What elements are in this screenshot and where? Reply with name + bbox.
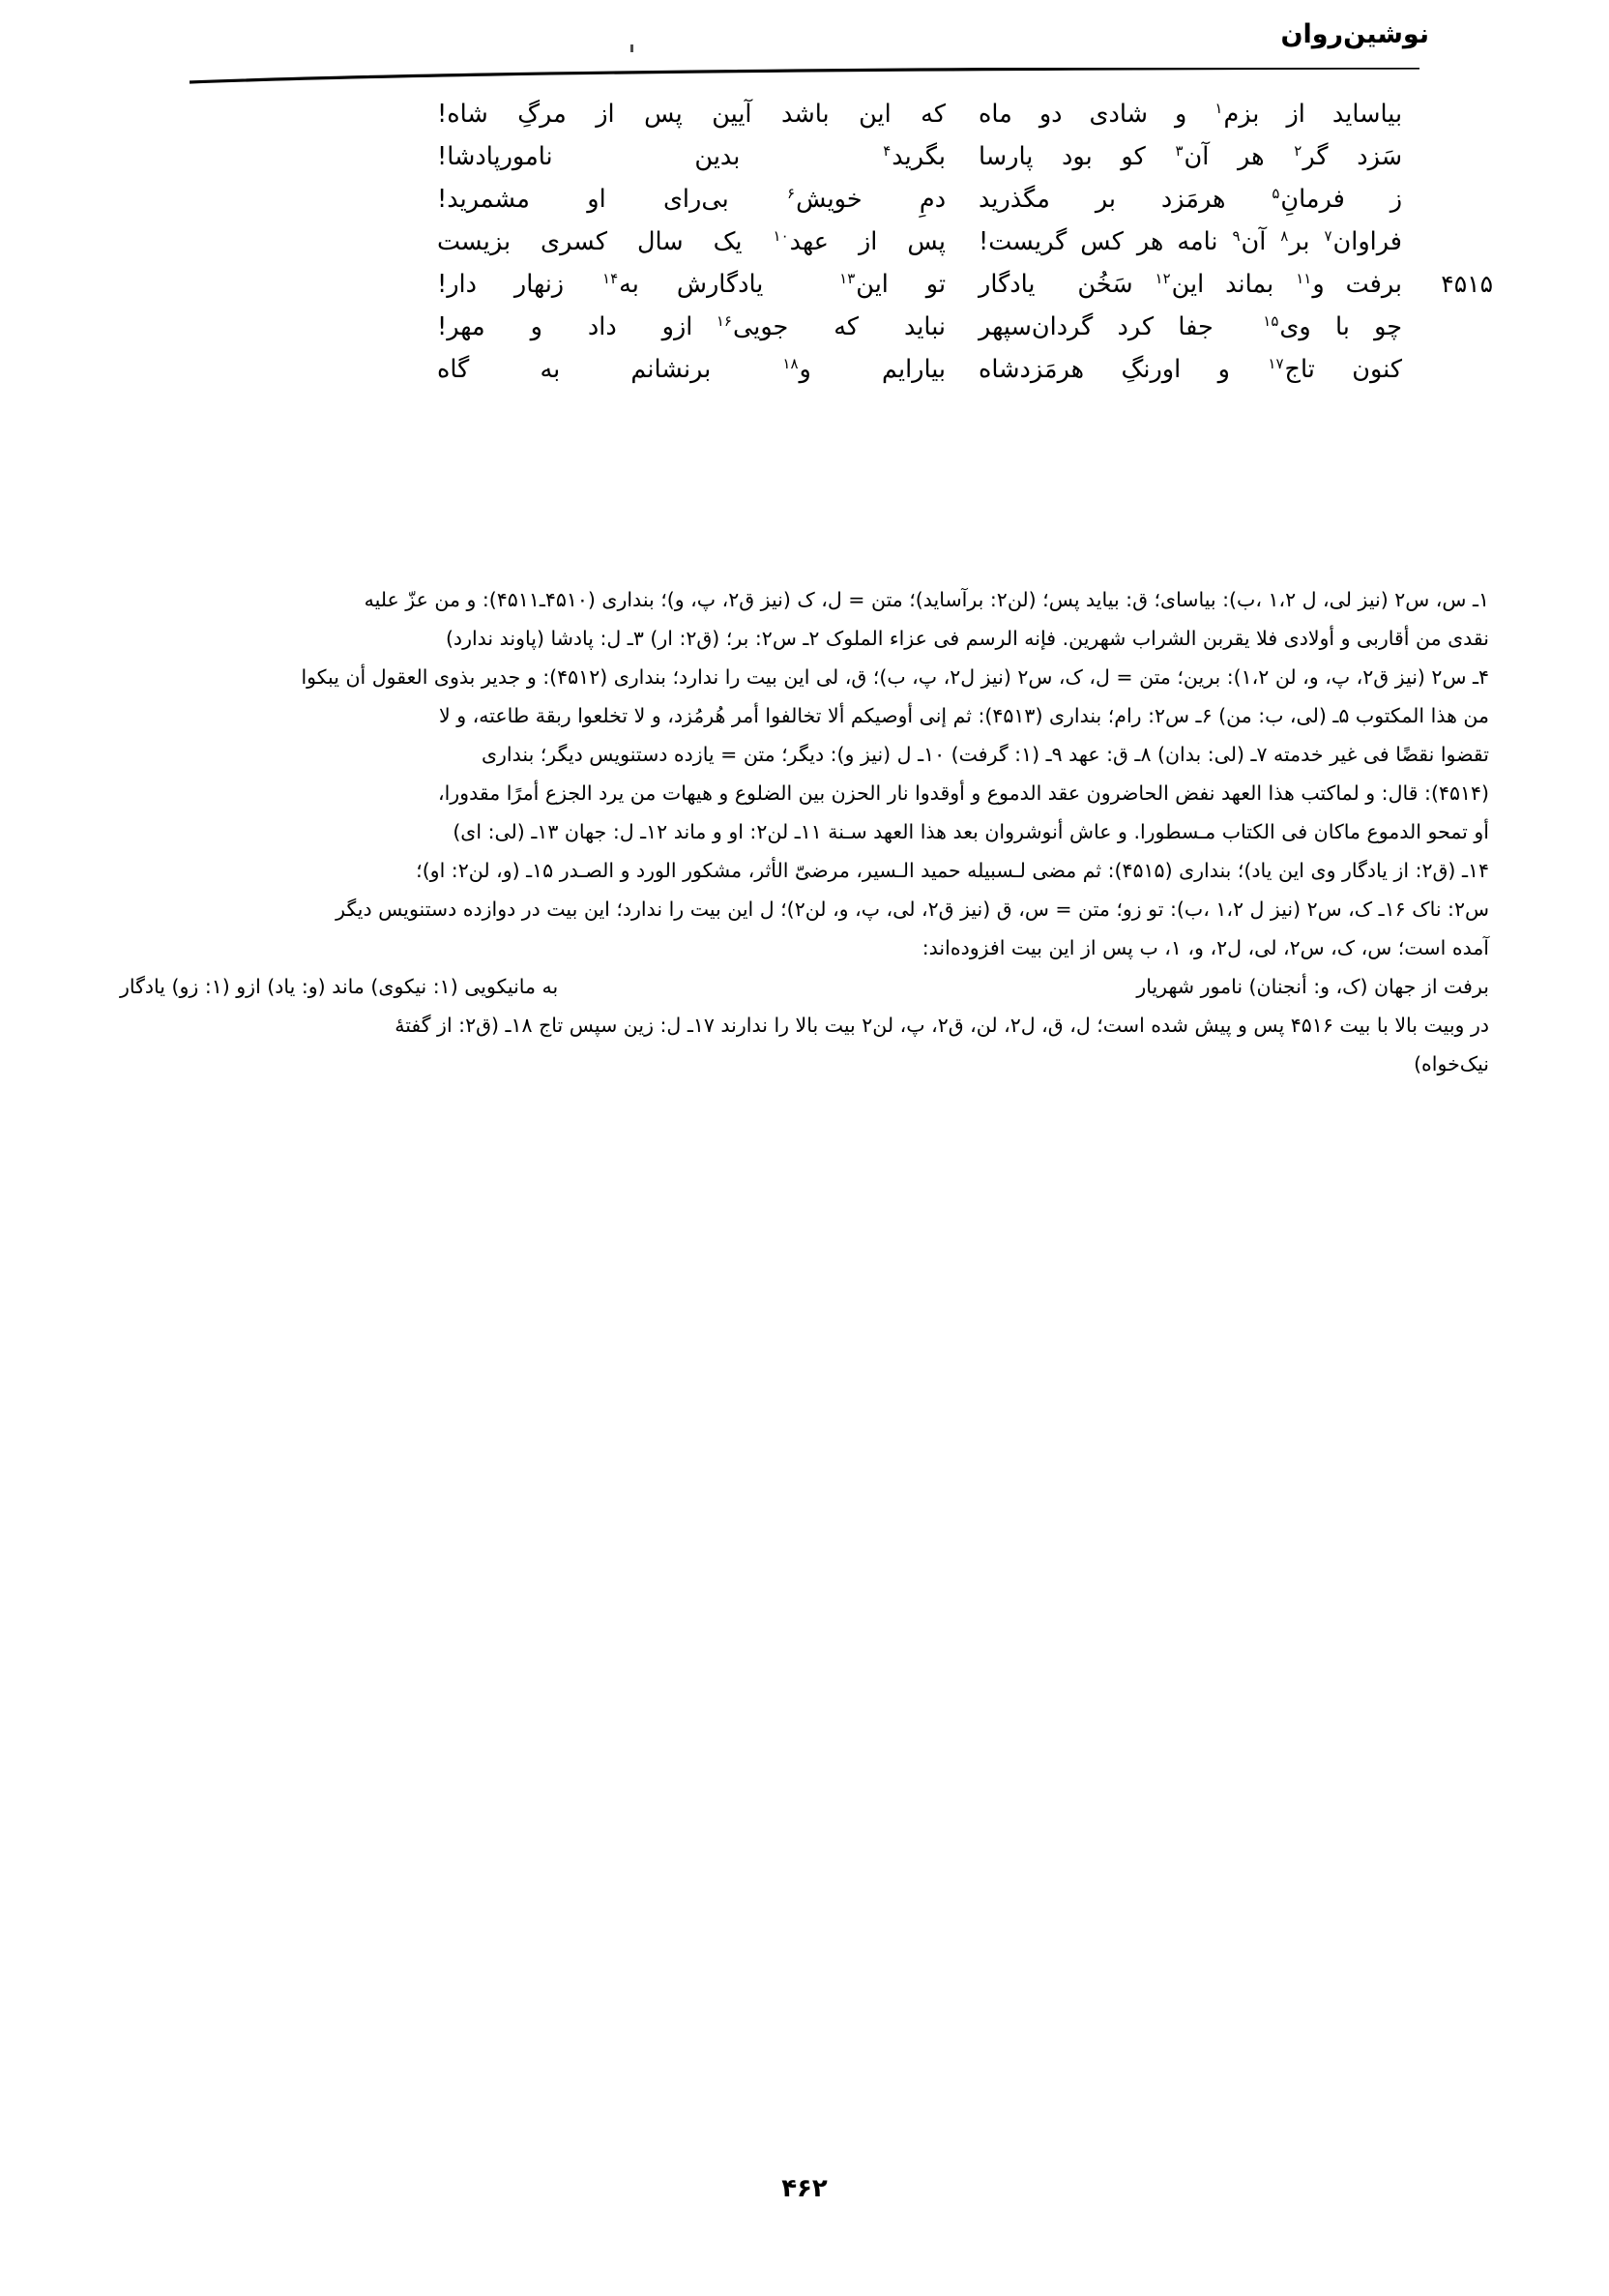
running-head: نوشین‌روان [1280, 19, 1429, 49]
page-number: ۴۶۲ [781, 2174, 828, 2203]
added-couplet-right: برفت از جهان (ک، و: أنجنان) نامور شهریار [1136, 975, 1489, 998]
footnote-marker: ۶ [787, 184, 796, 202]
apparatus-line: س۲: ناک ۱۶ـ ک، س۲ (نیز ل ۱،۲ ،ب): تو زو؛ متن = س، ق (نیز ق۲، لی، پ، و، لن۲)؛ ل این بیت را ندارد؛ این بیت در دوازده دستنویس دیگر [336, 898, 1489, 921]
apparatus-line: ۱ـ س، س۲ (نیز لی، ل ۱،۲ ،ب): بیاسای؛ ق: بیاید پس؛ (لن۲: برآساید)؛ متن = ل، ک (نیز ق۲، پ، و)؛ بنداری (۴۵۱۰ـ۴۵۱۱): و من عزّ علیه [364, 588, 1489, 611]
footnote-marker: ۴ [883, 141, 892, 160]
couplet-row [116, 178, 1493, 221]
hemistich-left-text: بیارایم و$^{۱۸}$ برنشانم به گاه [437, 354, 947, 384]
apparatus-line: تقضوا نقضًا فی غیر خدمته ۷ـ (لی: بدان) ۸ـ ق: عهد ۹ـ (۱: گرفت) ۱۰ـ ل (نیز و): دیگر؛ متن = یازده دستنویس دیگر؛ بنداری [481, 743, 1489, 766]
hemistich-right [979, 348, 1493, 391]
footnote-marker: ۳ [1175, 141, 1184, 160]
verse-number: ۴۵۱۵ [1441, 270, 1493, 298]
hemistich-left [437, 178, 979, 221]
hemistich-right-text: ز فرمانِ$^۵$ هرمَزد بر مگذرید [979, 184, 1403, 214]
apparatus-line: نقدی من أقاربی و أولادی فلا یقربن الشراب شهرین. فإنه الرسم فی عزاء الملوک ۲ـ س۲: بر؛ (ق۲: ار) ۳ـ ل: پادشا (پاوند ندارد) [445, 627, 1489, 650]
hemistich-right-text: برفت و$^{۱۱}$ بماند این$^{۱۲}$ سَخُن یادگار [979, 269, 1402, 299]
hemistich-right-text: سَزد گر$^۲$ هر آن$^۳$ کو بود پارسا [979, 141, 1403, 171]
critical-apparatus [120, 580, 1489, 1083]
hemistich-right [979, 178, 1493, 221]
hemistich-right [979, 221, 1493, 263]
hemistich-right [979, 135, 1493, 178]
hemistich-right-text: بیاساید از بزم$^۱$ و شادی دو ماه [979, 99, 1403, 129]
hemistich-right-text: کنون تاج$^{۱۷}$ و اورنگِ هرمَزدشاه [979, 354, 1403, 384]
apparatus-line: أو تمحو الدموع ماکان فی الکتاب مـسطورا. و عاش أنوشروان بعد هذا العهد سـنة ۱۱ـ لن۲: او و ماند ۱۲ـ ل: جهان ۱۳ـ (لی: ای) [453, 820, 1489, 843]
hemistich-left [437, 263, 979, 306]
apparatus-line: (۴۵۱۴): قال: و لماکتب هذا العهد نفض الحاضرون عقد الدموع و أوقدوا نار الحزن بین الضلوع و هیهات من یرد الجزع أمرًا مقدورا، [437, 781, 1489, 805]
hemistich-right-text: چو با وی$^{۱۵}$ جفا کرد گردان‌سپهر [979, 311, 1402, 341]
hemistich-left-text: نباید که جویی$^{۱۶}$ ازو داد و مهر! [437, 311, 946, 341]
couplet-row [116, 306, 1493, 348]
added-couplet-left: به مانیکویی (۱: نیکوی) ماند (و: یاد) ازو (۱: زو) یادگار [120, 975, 559, 998]
footnote-marker: ۱۵ [1263, 311, 1279, 330]
header-rule [190, 68, 1419, 85]
footnote-marker: ۱۱ [1296, 269, 1312, 287]
couplet-row [116, 263, 1493, 306]
hemistich-left [437, 93, 979, 135]
footnote-marker: ۸ [1280, 226, 1289, 245]
footnote-marker: ۱ [1214, 99, 1223, 117]
couplet-row [116, 93, 1493, 135]
hemistich-left-text: تو این$^{۱۳}$ یادگارش به$^{۱۴}$ زنهار دار! [437, 269, 947, 299]
footnote-marker: ۱۴ [602, 269, 619, 287]
apparatus-line: ۱۴ـ (ق۲: از یادگار وی این یاد)؛ بنداری (۴۵۱۵): ثم مضی لـسبیله حمید الـسیر، مرضیّ الأثر، مشکور الورد و الصـدر ۱۵ـ (و، لن۲: او)؛ [416, 859, 1489, 882]
couplet-row [116, 348, 1493, 391]
hemistich-left-text: دمِ خویش$^۶$ بی‌رای او مشمرید! [437, 184, 947, 214]
footnote-marker: ۱۲ [1155, 269, 1171, 287]
verse-block [116, 93, 1493, 393]
hemistich-left [437, 348, 979, 391]
apparatus-line: من هذا المکتوب ۵ـ (لی، ب: من) ۶ـ س۲: رام؛ بنداری (۴۵۱۳): ثم إنی أوصیکم ألا تخالفوا أمر هُرمُزد، و لا تخلعوا ربقة طاعته، و لا [439, 704, 1489, 727]
apparatus-added-couplet [120, 967, 1489, 1006]
footnote-marker: ۱۸ [782, 354, 799, 372]
couplet-row [116, 221, 1493, 263]
hemistich-left [437, 306, 979, 348]
hemistich-right [979, 263, 1493, 306]
ink-speck [630, 44, 633, 52]
footnote-marker: ۱۷ [1268, 354, 1284, 372]
apparatus-line: ۴ـ س۲ (نیز ق۲، پ، و، لن ۱،۲): برین؛ متن = ل، ک، س۲ (نیز ل۲، پ، ب)؛ ق، لی این بیت را ندارد؛ بنداری (۴۵۱۲): و جدیر بذوی العقول أن یبکوا [301, 665, 1489, 689]
footnote-marker: ۷ [1324, 226, 1332, 245]
hemistich-left [437, 221, 979, 263]
hemistich-right-text: فراوان$^۷$ بر$^۸$ آن$^۹$ نامه هر کس گریست! [979, 226, 1402, 256]
apparatus-line: نیک‌خواه) [1414, 1052, 1489, 1075]
footnote-marker: ۱۳ [839, 269, 856, 287]
hemistich-left [437, 135, 979, 178]
hemistich-left-text: که این باشد آیین پس از مرگِ شاه! [437, 100, 946, 129]
footnote-marker: ۲ [1294, 141, 1302, 160]
apparatus-line: آمده است؛ س، ک، س۲، لی، ل۲، و، ۱، ب پس از این بیت افزوده‌اند: [922, 936, 1489, 959]
hemistich-left-text: بگرید$^۴$ بدین نامورپادشا! [437, 141, 947, 171]
hemistich-right [979, 306, 1493, 348]
footnote-marker: ۹ [1232, 226, 1241, 245]
footnote-marker: ۱۶ [716, 311, 732, 330]
footnote-marker: ۵ [1272, 184, 1280, 202]
hemistich-right [979, 93, 1493, 135]
hemistich-left-text: پس از عهد$^{۱۰}$ یک سال کسری بزیست [437, 226, 946, 256]
couplet-row [116, 135, 1493, 178]
apparatus-line: در وبیت بالا با بیت ۴۵۱۶ پس و پیش شده است؛ ل، ق، ل۲، لن، ق۲، پ، لن۲ بیت بالا را ندارند ۱۷ـ ل: زین سپس تاج ۱۸ـ (ق۲: از گفتهٔ [395, 1014, 1489, 1037]
footnote-marker: ۱۰ [773, 226, 789, 245]
